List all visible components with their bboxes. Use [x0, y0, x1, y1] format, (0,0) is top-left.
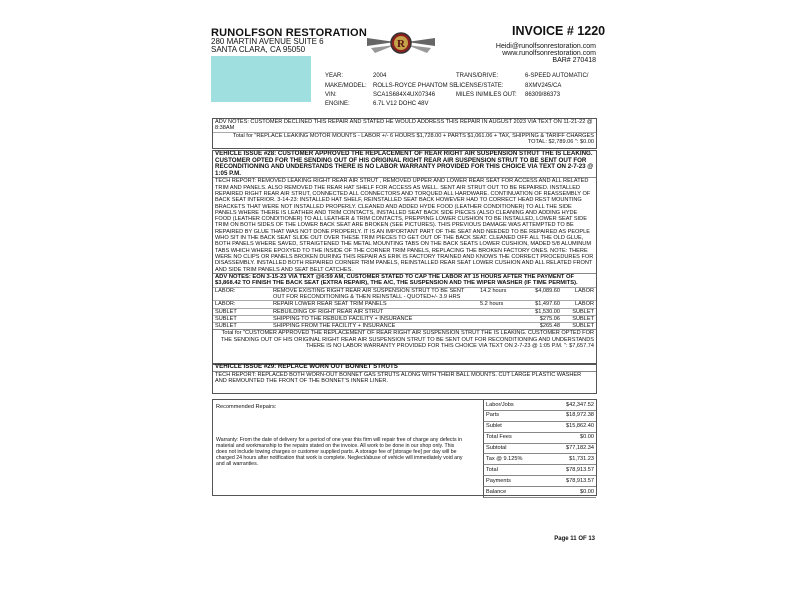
totals-column [483, 400, 596, 498]
totals-row [483, 400, 596, 411]
engine-value: 6.7L V12 DOHC 48V [373, 101, 429, 107]
previous-issue-total-line: Total for "REPLACE LEAKING MOTOR MOUNTS - LABOR +/- 6 HOURS $1,728.00 + PARTS $1,061.06 + TAX, SHIPPING & TARIFF CHARGES [213, 132, 596, 139]
totals-value: $0.00 [580, 488, 594, 495]
line-item-description: REMOVE EXISTING RIGHT REAR AIR SUSPENSION STRUT TO BE SENT OUT FOR RECONDITIONING & THEN REINSTALL - QUOTED+/- 3.9 HRS [271, 288, 478, 301]
line-item-amount: $1,530.00 [522, 308, 562, 315]
invoice-number: INVOICE # 1220 [512, 24, 606, 38]
make-label: MAKE/MODEL: [325, 83, 367, 89]
line-item-description: REBUILDING OF RIGHT REAR AIR STRUT [271, 308, 478, 315]
totals-label: Sublet [486, 423, 502, 430]
totals-value: $18,972.38 [566, 412, 594, 419]
totals-row [483, 433, 596, 444]
line-item-row [213, 323, 596, 330]
vehicle-issue-29 [212, 363, 597, 394]
previous-issue-total-value: TOTAL: $2,789.06 ": $0.00 [527, 138, 594, 145]
totals-row [483, 422, 596, 433]
company-name: RUNOLFSON RESTORATION [211, 27, 367, 39]
issue-28-tech-report: TECH REPORT: REMOVED LEAKING RIGHT REAR AIR STRUT , REMOVED UPPER AND LOWER REAR SEAT FOR ACCESS AND ALL RELATED TRIM AND PANELS. ALSO REMOVED THE REAR HAT SHELF FOR ACCESS AS WELL. SENT AIR STRUT OUT TO BE REPAIRED. INSTALLED REPAIRED RIGHT REAR AIR STRUT, CONNECTED ALL CONNECTORS AND TORQUED ALL HARDWARE. CONTINUATION OF REASSEMBLY OF BACK SEAT INTERIOR. 3-14-23: INSTALLED HAT SHELF, REINSTALLED SEAT BACK HOWEVER HAD TO CORRECT HEAD REST MOUNTING BRACKETS THAT WERE NOT INSTALLED PROPERLY. CLEANED AND ADDED HYDE FOOD (LEATHER CONDITIONER) TO ALL THE SIDE PANELS WHERE THERE IS LEATHER AND TRIM CONTACTS, INSTALLED SEAT BACK SIDE PIECES (ALSO CLEANING AND ADDING HYDE FOOD (LEATHER CONDITIONER) TO ALL LEATHER & TRIM CONTACTS, PREPPING LOWER CUSHION TO BE INSTALLED, LOWER SEAT SIDE TRIM ON BOTH SIDES OF THE LOWER BACK SEAT ARE BROKEN (SEE PICTURES). THIS PREVIOUS DAMAGE WAS ATTEMPTED TO BE REPAIRED BY GLUE THAT WAS NOT DONE PROPERLY. IT IS AN IMPORTANT PART OF THE SEAT AND NEEDED TO BE REPAIRED AS PEOPLE WHO SIT IN THE BACK SEAT SLIDE OUT OVER THESE TRIM PIECES TO GET OUT OF THE BACK SEAT. CLEANED OFF ALL THE OLD GLUE, BOTH PANELS WHERE SAVED, STRAIGTENED THE METAL MOUNTING TABS ON THE BACK SEATS LOWER CUSHION, MADED 5/8 ALUMINUM TABS WHICH WHERE EPOXYED TO THE INSIDE OF THE CORNER TRIM PANELS, REPLACING THE BROKEN FACTORY ONES. NOTE: THERE WERE NO CLIPS OR PANELS BROKEN DURING THIS REPAIR AS ERIK IS FACTORY TRAINED AND KNOWS THE CORRECT PROCEDURES FOR DISASSEMBLY. INSTALLED BOTH REPAIRED CORNER TRIM PANELS, REINSTALLED REAR SEAT LOWER CUSHION AND ALL RELATED FRONT AND SIDE TRIM PANELS AND SEAT BELT CATCHES. [215, 178, 594, 273]
line-item-type: LABOR: [213, 301, 271, 308]
line-item-hours [478, 323, 522, 330]
line-item-row [213, 288, 596, 301]
line-item-amount: $4,089.60 [522, 288, 562, 301]
year-value: 2004 [373, 73, 387, 79]
trans-label: TRANS/DRIVE: [456, 73, 499, 79]
line-item-type: SUBLET [213, 315, 271, 322]
year-label: YEAR: [325, 73, 344, 79]
adv-notes-declined: ADV NOTES: CUSTOMER DECLINED THIS REPAIR AND STATED HE WOULD ADDRESS THIS REPAIR IN AUGUST 2023 VIA TEXT ON 11-21-22 @ 8:38AM [215, 119, 593, 132]
issue-28-total: Total for "CUSTOMER APPROVED THE REPLACEMENT OF REAR RIGHT AIR SUSPENSION STRUT THE IS LEAKING. CUSTOMER OPTED FOR THE SENDING OUT OF HIS ORIGINAL RIGHT REAR AIR SUSPENSION STRUT TO BE SENT OUT FOR RECONDITIONING AND UNDERSTANDS THERE IS NO LABOR WARRANTY PROVIDED FOR THIS CHOICE VIA TEXT ON 2-7-23 @ 1:05 P.M. ": $7,657.74 [213, 329, 596, 349]
recommended-repairs-label: Recommended Repairs: [216, 404, 277, 410]
line-item-amount: $265.48 [522, 323, 562, 330]
line-item-description: SHIPPING FROM THE FACILITY + INSURANCE [271, 323, 478, 330]
line-item-amount: $1,497.60 [522, 301, 562, 308]
website-link[interactable]: www.runolfsonrestoration.com [502, 50, 596, 57]
line-item-category: SUBLET [562, 308, 596, 315]
totals-value: $42,347.52 [566, 401, 594, 408]
license-value: 8XMV245/CA [525, 83, 562, 89]
line-item-type: SUBLET [213, 308, 271, 315]
line-item-description: REPAIR LOWER REAR SEAT TRIM PANELS [271, 301, 478, 308]
issue-29-heading: VEHICLE ISSUE #29: REPLACE WORN OUT BONNET STRUTS [213, 364, 596, 372]
issue-28-adv-notes: ADV NOTES: EON 3-15-23 VIA TEXT @6:59 AM, CUSTOMER STATED TO CAP THE LABOR AT 15 HOURS AFTER THE PAYMENT OF $3,868.42 TO FINISH THE BACK SEAT (EXTRA REPAIR), THE A/C, THE SUSPENSION AND THE WIPER WASHER (IF TIME PERMITS). [213, 273, 596, 287]
line-item-row [213, 315, 596, 322]
line-item-category: LABOR [562, 288, 596, 301]
line-item-category: LABOR [562, 301, 596, 308]
line-item-hours: 14.2 hours [478, 288, 522, 301]
totals-row [483, 487, 596, 498]
miles-label: MILES IN/MILES OUT: [456, 92, 517, 98]
email-link[interactable]: Heidi@runolfsonrestoration.com [495, 43, 596, 50]
line-item-category: SUBLET [562, 323, 596, 330]
line-item-category: SUBLET [562, 315, 596, 322]
line-item-type: LABOR: [213, 288, 271, 301]
totals-label: Balance [486, 488, 507, 495]
issue-28-heading: VEHICLE ISSUE #28: CUSTOMER APPROVED THE REPLACEMENT OF REAR RIGHT AIR SUSPENSION STRUT THE IS LEAKING. CUSTOMER OPTED FOR THE SENDING OUT OF HIS ORIGINAL RIGHT REAR AIR SUSPENSION STRUT TO BE SENT OUT FOR RECONDITIONING AND UNDERSTANDS THERE IS NO LABOR WARRANTY PROVIDED FOR THIS CHOICE VIA TEXT ON 2-7-23 @ 1:05 P.M. [213, 151, 596, 178]
totals-value: $78,913.57 [566, 477, 594, 484]
totals-value: $1,731.23 [569, 455, 594, 462]
bar-number: BAR# 270418 [552, 57, 596, 64]
totals-value: $15,862.40 [566, 423, 594, 430]
miles-value: 86309/86373 [525, 92, 561, 98]
vin-value: SCA1S684X4UX07346 [373, 92, 436, 98]
totals-label: Subtotal [486, 445, 507, 452]
totals-row [483, 444, 596, 455]
page-number: Page 11 OF 13 [554, 536, 595, 542]
company-address-line2: SANTA CLARA, CA 95050 [211, 45, 306, 54]
vehicle-issue-28 [212, 150, 597, 365]
totals-label: Total Fees [486, 434, 512, 441]
totals-row [483, 454, 596, 465]
totals-value: $78,913.57 [566, 466, 594, 473]
financial-summary [212, 399, 597, 496]
issue-29-tech-report: TECH REPORT: REPLACED BOTH WORN-OUT BONNET GAS STRUTS ALONG WITH THEIR BALL MOUNTS. CUT LARGE PLASTIC WASHER AND REMOUNTED THE FRONT OF THE BONNET'S INNER LINER. [215, 371, 582, 384]
line-item-row [213, 301, 596, 308]
warranty-text: Warranty: From the date of delivery for a period of one year this firm will repair free of charge any defects in material and workmanship to the repairs stated on the invoice. All work to be done in our shop only. This does not include towing charges or customer supplied parts. A storage fee of [storage fee] per day will be charged 24 hours after notification that work is complete. Neglect/abuse of vehicle will immediately void any and all warranties. [216, 437, 463, 467]
totals-label: Total [486, 466, 498, 473]
totals-row [483, 465, 596, 476]
vin-label: VIN: [325, 92, 337, 98]
totals-row [483, 476, 596, 487]
line-item-hours: 5.2 hours [478, 301, 522, 308]
company-address-line1: 280 MARTIN AVENUE SUITE 6 [211, 37, 324, 46]
issue-28-line-items [213, 287, 596, 329]
totals-value: $77,182.34 [566, 445, 594, 452]
logo-icon [365, 28, 437, 60]
line-item-hours [478, 315, 522, 322]
engine-label: ENGINE: [325, 101, 350, 107]
totals-row [483, 411, 596, 422]
trans-value: 6-SPEED AUTOMATIC/ [525, 73, 589, 79]
line-item-hours [478, 308, 522, 315]
totals-value: $0.00 [580, 434, 594, 441]
totals-label: Payments [486, 477, 511, 484]
line-item-type: SUBLET [213, 323, 271, 330]
line-item-description: SHIPPING TO THE REBUILD FACILITY + INSURANCE [271, 315, 478, 322]
redacted-block [211, 56, 311, 102]
license-label: LICENSE/STATE: [456, 83, 504, 89]
line-item-row [213, 308, 596, 315]
recommended-section [213, 400, 483, 495]
totals-label: Tax @ 9.125% [486, 455, 523, 462]
svg-text:R: R [397, 38, 405, 50]
line-item-amount: $275.06 [522, 315, 562, 322]
make-value: ROLLS-ROYCE PHANTOM SE [373, 83, 458, 89]
totals-label: Parts [486, 412, 500, 419]
previous-issue-box [212, 118, 597, 149]
totals-label: Labor/Jobs [486, 401, 514, 408]
